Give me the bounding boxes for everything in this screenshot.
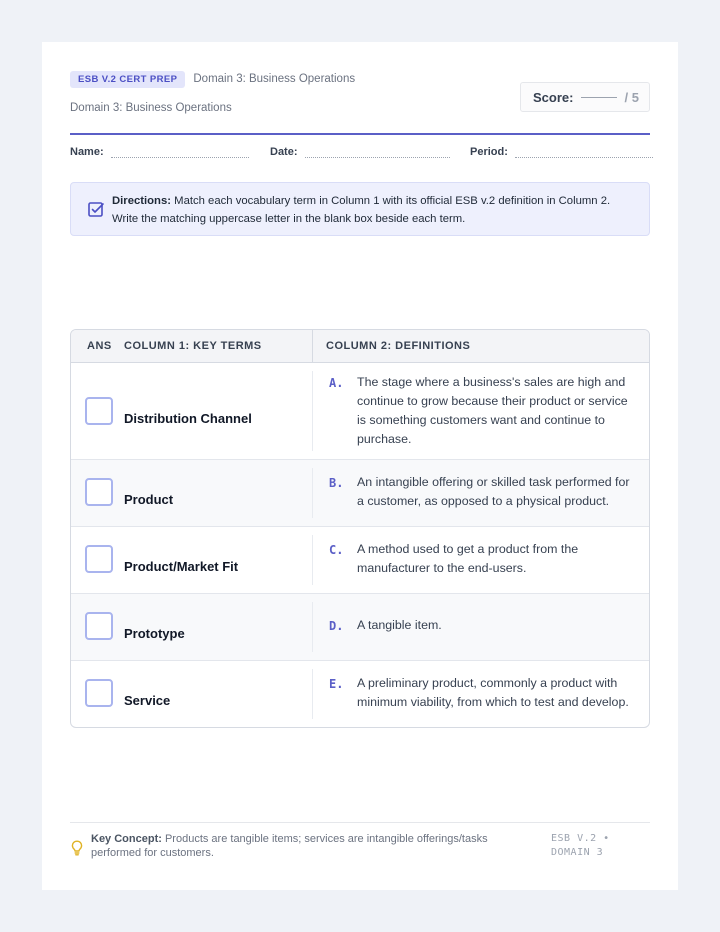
answer-box[interactable]: [85, 545, 113, 573]
answer-box[interactable]: [85, 478, 113, 506]
table-row: [71, 527, 649, 594]
footer-tag-line2: DOMAIN 3: [551, 847, 604, 858]
score-label: Score:: [533, 89, 574, 105]
period-field: [470, 146, 653, 158]
answer-box[interactable]: [85, 397, 113, 425]
date-label: Date:: [270, 146, 298, 158]
directions-box: [70, 182, 650, 236]
answer-box[interactable]: [85, 679, 113, 707]
directions-label: Directions:: [112, 195, 172, 207]
checkbox-check-icon: [87, 201, 105, 219]
answer-box[interactable]: [85, 612, 113, 640]
definition-text: A preliminary product, commonly a product with minimum viability, from which to test and develop.: [357, 676, 629, 709]
period-label: Period:: [470, 146, 508, 158]
term: Service: [124, 693, 171, 708]
score-box: [520, 82, 650, 112]
student-info-fields: [70, 146, 650, 162]
definition-letter: D.: [329, 619, 344, 633]
score-total: / 5: [624, 89, 639, 105]
worksheet-page: [42, 42, 678, 890]
key-concept: [91, 832, 511, 860]
table-row: [71, 594, 649, 661]
period-blank[interactable]: [515, 148, 653, 158]
footer-tag-line1: ESB V.2 •: [551, 833, 610, 844]
definition-letter: B.: [329, 476, 344, 490]
key-concept-text: Products are tangible items; services are intangible offerings/tasks performed for customers.: [91, 833, 488, 859]
definition-text: An intangible offering or skilled task performed for a customer, as opposed to a physical product.: [357, 475, 630, 508]
table-header: [71, 330, 649, 363]
header-column-divider: [312, 330, 313, 362]
column-divider: [312, 602, 313, 652]
definition-text: A method used to get a product from the manufacturer to the end-users.: [357, 542, 579, 575]
header-divider: [70, 133, 650, 135]
domain-subtitle: Domain 3: Business Operations: [70, 102, 232, 114]
table-row: [71, 363, 649, 460]
header-ans: ANS: [87, 340, 112, 352]
footer-tag: [551, 832, 631, 860]
definition-letter: A.: [329, 376, 344, 390]
column-divider: [312, 535, 313, 585]
definition-text: The stage where a business's sales are high and continue to grow because their product or service is something customers want and continue to purchase.: [357, 375, 628, 446]
cert-badge: ESB V.2 CERT PREP: [70, 71, 185, 88]
directions-line2: Write the matching uppercase letter in the blank box beside each term.: [112, 213, 466, 225]
directions-line1: Match each vocabulary term in Column 1 with its official ESB v.2 definition in Column 2.: [171, 195, 611, 207]
column-divider: [312, 468, 313, 518]
header-definitions: COLUMN 2: DEFINITIONS: [326, 340, 471, 352]
definition-letter: C.: [329, 543, 344, 557]
domain-crumb: Domain 3: Business Operations: [193, 73, 356, 85]
name-blank[interactable]: [111, 148, 249, 158]
date-field: [270, 146, 450, 158]
key-concept-label: Key Concept:: [91, 833, 162, 845]
matching-table: [70, 329, 650, 728]
term: Distribution Channel: [124, 411, 252, 426]
column-divider: [312, 371, 313, 451]
term: Product/Market Fit: [124, 559, 239, 574]
footer-divider: [70, 822, 650, 823]
table-row: [71, 661, 649, 727]
definition-text: A tangible item.: [357, 618, 442, 632]
header-key-terms: COLUMN 1: KEY TERMS: [124, 340, 262, 352]
date-blank[interactable]: [305, 148, 450, 158]
directions-text: [112, 192, 629, 228]
column-divider: [312, 669, 313, 719]
lightbulb-icon: [71, 840, 83, 856]
worksheet-header: [70, 70, 650, 114]
score-blank[interactable]: [581, 97, 617, 98]
name-label: Name:: [70, 146, 104, 158]
definition-letter: E.: [329, 677, 344, 691]
table-row: [71, 460, 649, 527]
term: Product: [124, 492, 174, 507]
term: Prototype: [124, 626, 185, 641]
name-field: [70, 146, 249, 158]
